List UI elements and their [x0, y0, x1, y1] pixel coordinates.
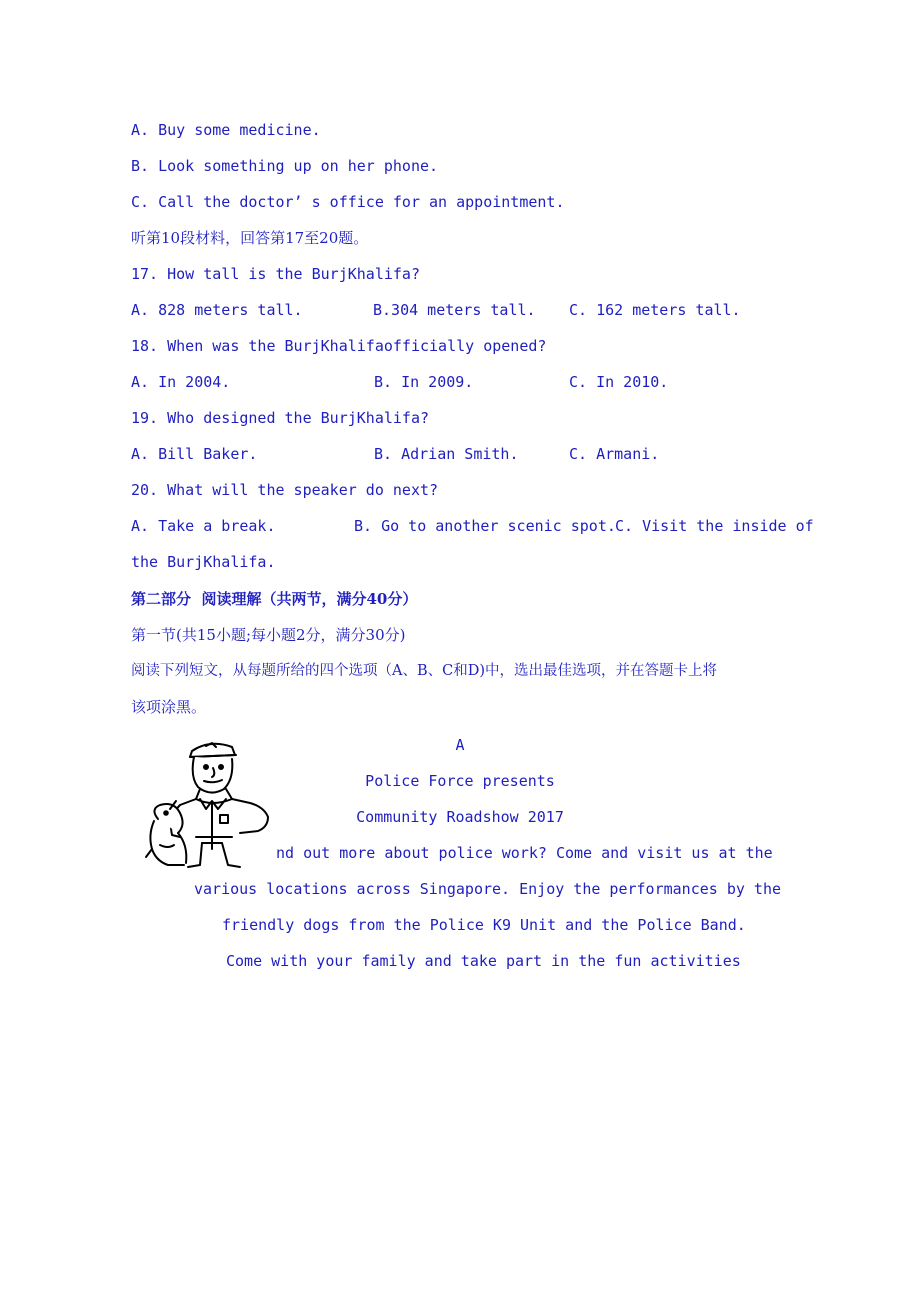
q20-option-a: A. Take a break. — [131, 517, 276, 535]
q16-option-b: B. Look something up on her phone. — [131, 157, 439, 175]
q19-question: 19. Who designed the BurjKhalifa? — [131, 409, 430, 427]
q20-question: 20. What will the speaker do next? — [131, 481, 439, 499]
passage-a-body-line2: various locations across Singapore. Enjoy the performances by the — [194, 880, 781, 898]
q18-question: 18. When was the BurjKhalifaofficially opened? — [131, 337, 547, 355]
section10-instruction: 听第10段材料，回答第17至20题。 — [131, 229, 369, 247]
q16-option-c: C. Call the doctor’ s office for an appointment. — [131, 193, 565, 211]
passage-a-title-line1: Police Force presents — [365, 772, 555, 790]
q18-option-b: B. In 2009. — [374, 373, 474, 391]
q18-option-a: A. In 2004. — [131, 373, 231, 391]
police-officer-with-dog-illustration — [140, 737, 280, 872]
q20-option-c-continued: the BurjKhalifa. — [131, 553, 276, 571]
q19-option-c: C. Armani. — [569, 445, 660, 463]
passage-a-body-line1: nd out more about police work? Come and visit us at the — [276, 844, 773, 862]
passage-a-body-line4: Come with your family and take part in the fun activities — [226, 952, 741, 970]
q17-question: 17. How tall is the BurjKhalifa? — [131, 265, 420, 283]
part2-subheading: 第一节(共15小题;每小题2分，满分30分) — [131, 626, 406, 644]
part2-instruction-line1: 阅读下列短文，从每题所给的四个选项（A、B、C和D)中，选出最佳选项，并在答题卡上将 — [131, 663, 718, 679]
q16-option-a: A. Buy some medicine. — [131, 121, 321, 139]
part2-heading: 第二部分 阅读理解（共两节，满分40分） — [131, 590, 418, 608]
passage-a-body-line3: friendly dogs from the Police K9 Unit and the Police Band. — [222, 916, 746, 934]
q17-option-a: A. 828 meters tall. — [131, 301, 303, 319]
passage-a-title-line2: Community Roadshow 2017 — [356, 808, 564, 826]
q17-option-b: B.304 meters tall. — [373, 301, 536, 319]
passage-a-label: A — [455, 736, 465, 754]
q20-option-c: C. Visit the inside of — [615, 517, 814, 535]
q18-option-c: C. In 2010. — [569, 373, 669, 391]
q19-option-b: B. Adrian Smith. — [374, 445, 519, 463]
q20-option-b: B. Go to another scenic spot. — [354, 517, 616, 535]
q19-option-a: A. Bill Baker. — [131, 445, 258, 463]
q17-option-c: C. 162 meters tall. — [569, 301, 741, 319]
part2-instruction-line2: 该项涂黑。 — [131, 698, 207, 716]
